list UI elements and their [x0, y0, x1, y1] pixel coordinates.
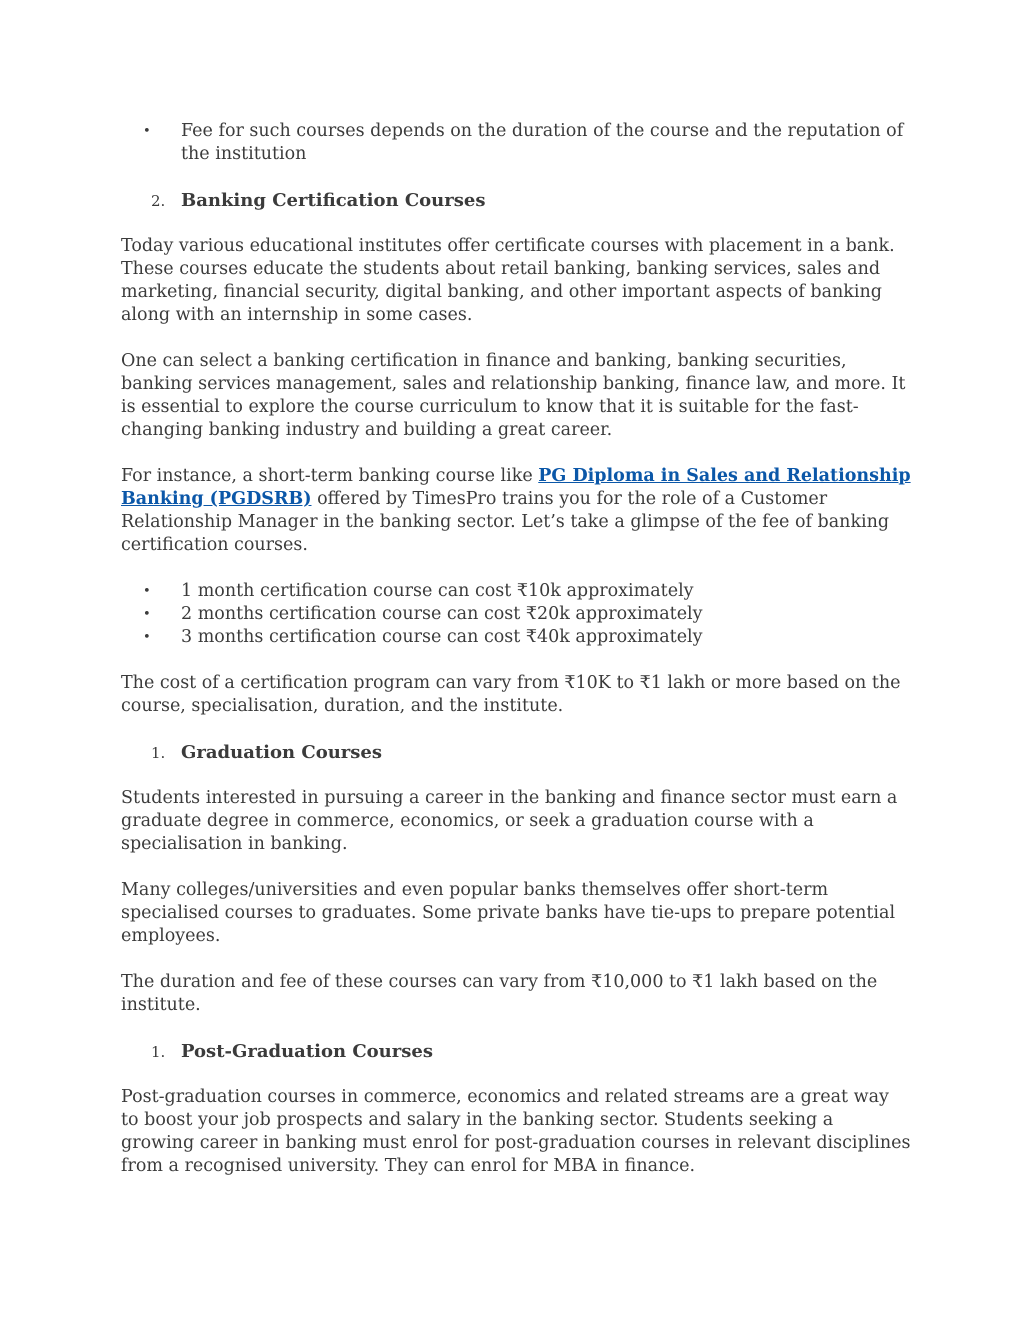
- list-item: [121, 580, 911, 603]
- section-heading-certification: [121, 189, 911, 212]
- list-item: [121, 120, 911, 166]
- document-body: [121, 120, 911, 1201]
- list-item-text: 2 months certification course can cost ₹20k approximately: [181, 604, 703, 624]
- heading-number: 1.: [151, 1043, 166, 1061]
- paragraph: Post-graduation courses in commerce, economics and related streams are a great way to boost your job prospects and salary in the banking sector. Students seeking a growing career in banking must enrol for post-graduation courses in relevant disciplines from a recognised university. They can enrol for MBA in finance.: [121, 1087, 911, 1176]
- list-item-text: 1 month certification course can cost ₹10k approximately: [181, 581, 694, 601]
- paragraph: Many colleges/universities and even popular banks themselves offer short-term specialised courses to graduates. Some private banks have tie-ups to prepare potential employees.: [121, 880, 896, 946]
- heading-title: Post-Graduation Courses: [181, 1041, 433, 1062]
- list-item: [121, 626, 911, 649]
- paragraph: Students interested in pursuing a career in the banking and finance sector must earn a graduate degree in commerce, economics, or seek a graduation course with a specialisation in banking.: [121, 788, 898, 854]
- heading-number: 1.: [151, 744, 166, 762]
- list-item-text: Fee for such courses depends on the duration of the course and the reputation of the institution: [181, 121, 904, 164]
- paragraph-text: offered by TimesPro trains you for the role of a Customer Relationship Manager in the banking sector. Let’s take a glimpse of the fee of banking certification courses.: [121, 489, 890, 555]
- paragraph: The duration and fee of these courses can vary from ₹10,000 to ₹1 lakh based on the institute.: [121, 972, 878, 1015]
- paragraph: Today various educational institutes offer certificate courses with placement in a bank. These courses educate the students about retail banking, banking services, sales and marketing, financial security, digital banking, and other important aspects of banking along with an internship in some cases.: [121, 236, 895, 325]
- bullet-icon: •: [143, 607, 151, 622]
- bullet-icon: •: [143, 584, 151, 599]
- list-item: [121, 603, 911, 626]
- paragraph: The cost of a certification program can vary from ₹10K to ₹1 lakh or more based on the course, specialisation, duration, and the institute.: [121, 673, 901, 716]
- bullet-icon: •: [143, 630, 151, 645]
- pgdsrb-course-link[interactable]: PG Diploma in Sales and Relationship Banking (PGDSRB): [121, 466, 911, 509]
- fee-bullet-list: [121, 580, 911, 649]
- paragraph-text: For instance, a short-term banking course like: [121, 466, 539, 486]
- bullet-icon: •: [143, 124, 151, 139]
- section-heading-graduation: [121, 741, 911, 764]
- paragraph: One can select a banking certification in finance and banking, banking securities, banking services management, sales and relationship banking, finance law, and more. It is essential to explore the course curriculum to know that it is suitable for the fast-changing banking industry and building a great career.: [121, 351, 906, 440]
- section-heading-post-graduation: [121, 1040, 911, 1063]
- heading-number: 2.: [151, 192, 166, 210]
- heading-title: Banking Certification Courses: [181, 190, 486, 211]
- heading-title: Graduation Courses: [181, 742, 382, 763]
- list-item-text: 3 months certification course can cost ₹40k approximately: [181, 627, 703, 647]
- intro-bullet-list: [121, 120, 911, 166]
- paragraph-with-link: [121, 465, 911, 557]
